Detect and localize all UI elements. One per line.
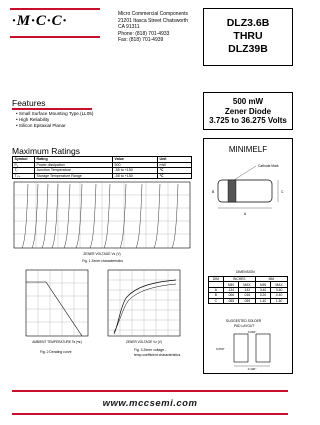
table-row	[209, 298, 288, 303]
table-header-cell: MIN	[223, 282, 238, 287]
table-cell: -55 to +150	[113, 168, 158, 174]
pad-dimension-width: 0.100"	[247, 367, 257, 371]
features-rule	[12, 108, 92, 110]
table-header-cell: MM	[255, 277, 287, 282]
fig3-temp-coefficient-graph	[104, 268, 184, 348]
part-number-box	[203, 8, 293, 66]
table-cell: .059	[239, 298, 256, 303]
company-address	[118, 11, 188, 44]
footer-rule	[12, 390, 288, 392]
table-cell: Storage Temperature Range	[35, 173, 113, 179]
table-cell: .055	[223, 298, 238, 303]
dimension-table	[208, 276, 288, 304]
spec-box	[203, 92, 293, 130]
table-header-cell: Value	[113, 157, 158, 163]
table-cell: Tⱼ	[13, 168, 35, 174]
table-header-cell: INCHES	[223, 277, 255, 282]
website-link[interactable]: www.mccsemi.com	[102, 398, 198, 409]
fig1-zener-characteristics-graph	[12, 180, 192, 258]
header-bottom-rule	[10, 36, 100, 38]
pad-dimension-gap: 0.094"	[247, 330, 257, 334]
table-cell: ℃	[158, 173, 192, 179]
features-list	[16, 111, 93, 129]
table-header-cell: MAX	[271, 282, 288, 287]
fig2-derating-curve-graph	[22, 268, 92, 348]
table-header-cell: MIN	[255, 282, 270, 287]
table-cell: .016	[239, 293, 256, 298]
solder-layout-title: SUGGESTED SOLDER	[226, 319, 262, 323]
fig2-caption: Fig. 2 Derating curve	[40, 350, 72, 354]
feature-item: • High Reliability	[16, 117, 50, 122]
table-cell: 3.60	[271, 287, 288, 292]
table-cell: C	[209, 298, 224, 303]
table-cell: ℃	[158, 168, 192, 174]
table-cell: 1.50	[271, 298, 288, 303]
company-street: 21201 Itasca Street Chatsworth	[118, 17, 189, 24]
table-header-cell: MAX	[239, 282, 256, 287]
table-cell: 0.40	[271, 293, 288, 298]
table-cell: .006	[223, 293, 238, 298]
table-cell: Junction Temperature	[35, 168, 113, 174]
table-header-cell: Symbol	[13, 157, 35, 163]
table-cell: .142	[239, 287, 256, 292]
part-number-first: DLZ3.6B	[226, 17, 270, 29]
cathode-mark-label: Cathode Mark	[258, 164, 279, 168]
table-cell: 0.20	[255, 293, 270, 298]
ratings-title: Maximum Ratings	[12, 146, 81, 156]
spec-type: Zener Diode	[224, 106, 272, 116]
spec-voltage-range: 3.725 to 36.275 Volts	[209, 116, 287, 125]
dim-b-label: B	[212, 190, 215, 194]
pad-dimension-height: 0.050"	[216, 347, 225, 351]
header-top-rule	[10, 8, 100, 10]
solder-pad-layout-drawing	[212, 330, 288, 372]
package-title: MINIMELF	[228, 145, 268, 154]
table-cell: Tₛₜᵧ	[13, 173, 35, 179]
table-header-cell: Rating	[35, 157, 113, 163]
minimelf-package-drawing	[206, 160, 290, 230]
fig3-caption: Fig. 3 Zener voltage -	[134, 348, 167, 352]
solder-layout-subtitle: PAD LAYOUT	[234, 324, 255, 328]
fig3-caption-line2: temp coefficient characteristics	[134, 353, 181, 357]
dim-c-label: C	[281, 190, 284, 194]
table-cell: 500	[113, 162, 158, 168]
table-cell: mW	[158, 162, 192, 168]
dimension-table-title: DIMENSION	[236, 270, 255, 274]
table-cell: 3.40	[255, 287, 270, 292]
feature-item: • Small Surface Mounting Type.(LL05)	[16, 111, 94, 116]
table-row	[13, 173, 192, 179]
company-city: CA 91311	[118, 24, 140, 30]
table-header-cell: Unit	[158, 157, 192, 163]
fig1-caption: Fig. 1 Zener characteristics	[82, 259, 123, 263]
table-cell: P₄	[13, 162, 35, 168]
fig3-x-axis-label: ZENER VOLTAGE Vz (V)	[125, 340, 163, 344]
part-number-thru: THRU	[233, 30, 263, 42]
features-title: Features	[12, 98, 46, 108]
table-cell: A	[209, 287, 224, 292]
fig1-x-axis-label: ZENER VOLTAGE Vz (V)	[83, 252, 121, 256]
dim-a-label: A	[243, 212, 247, 216]
ratings-table	[12, 156, 192, 179]
part-number-last: DLZ39B	[228, 43, 268, 55]
company-phone: Phone: (818) 701-4933	[118, 30, 170, 37]
table-cell: .134	[223, 287, 238, 292]
table-header-cell: DIM	[209, 277, 224, 282]
mcc-logo: ·M·C·C·	[12, 13, 68, 29]
footer-bottom-rule	[12, 413, 288, 415]
spec-power: 500 mW	[232, 97, 264, 106]
feature-item: • Silicon Epitaxial Planar	[16, 123, 66, 128]
company-name: Micro Commercial Components	[118, 11, 189, 17]
table-cell: B	[209, 293, 224, 298]
fig2-x-axis-label: AMBIENT TEMPERATURE Ta (℃)	[32, 340, 82, 344]
table-cell: Power dissipation	[35, 162, 113, 168]
table-cell: -55 to +150	[113, 173, 158, 179]
company-fax: Fax: (818) 701-4939	[118, 37, 164, 43]
table-cell: 1.40	[255, 298, 270, 303]
